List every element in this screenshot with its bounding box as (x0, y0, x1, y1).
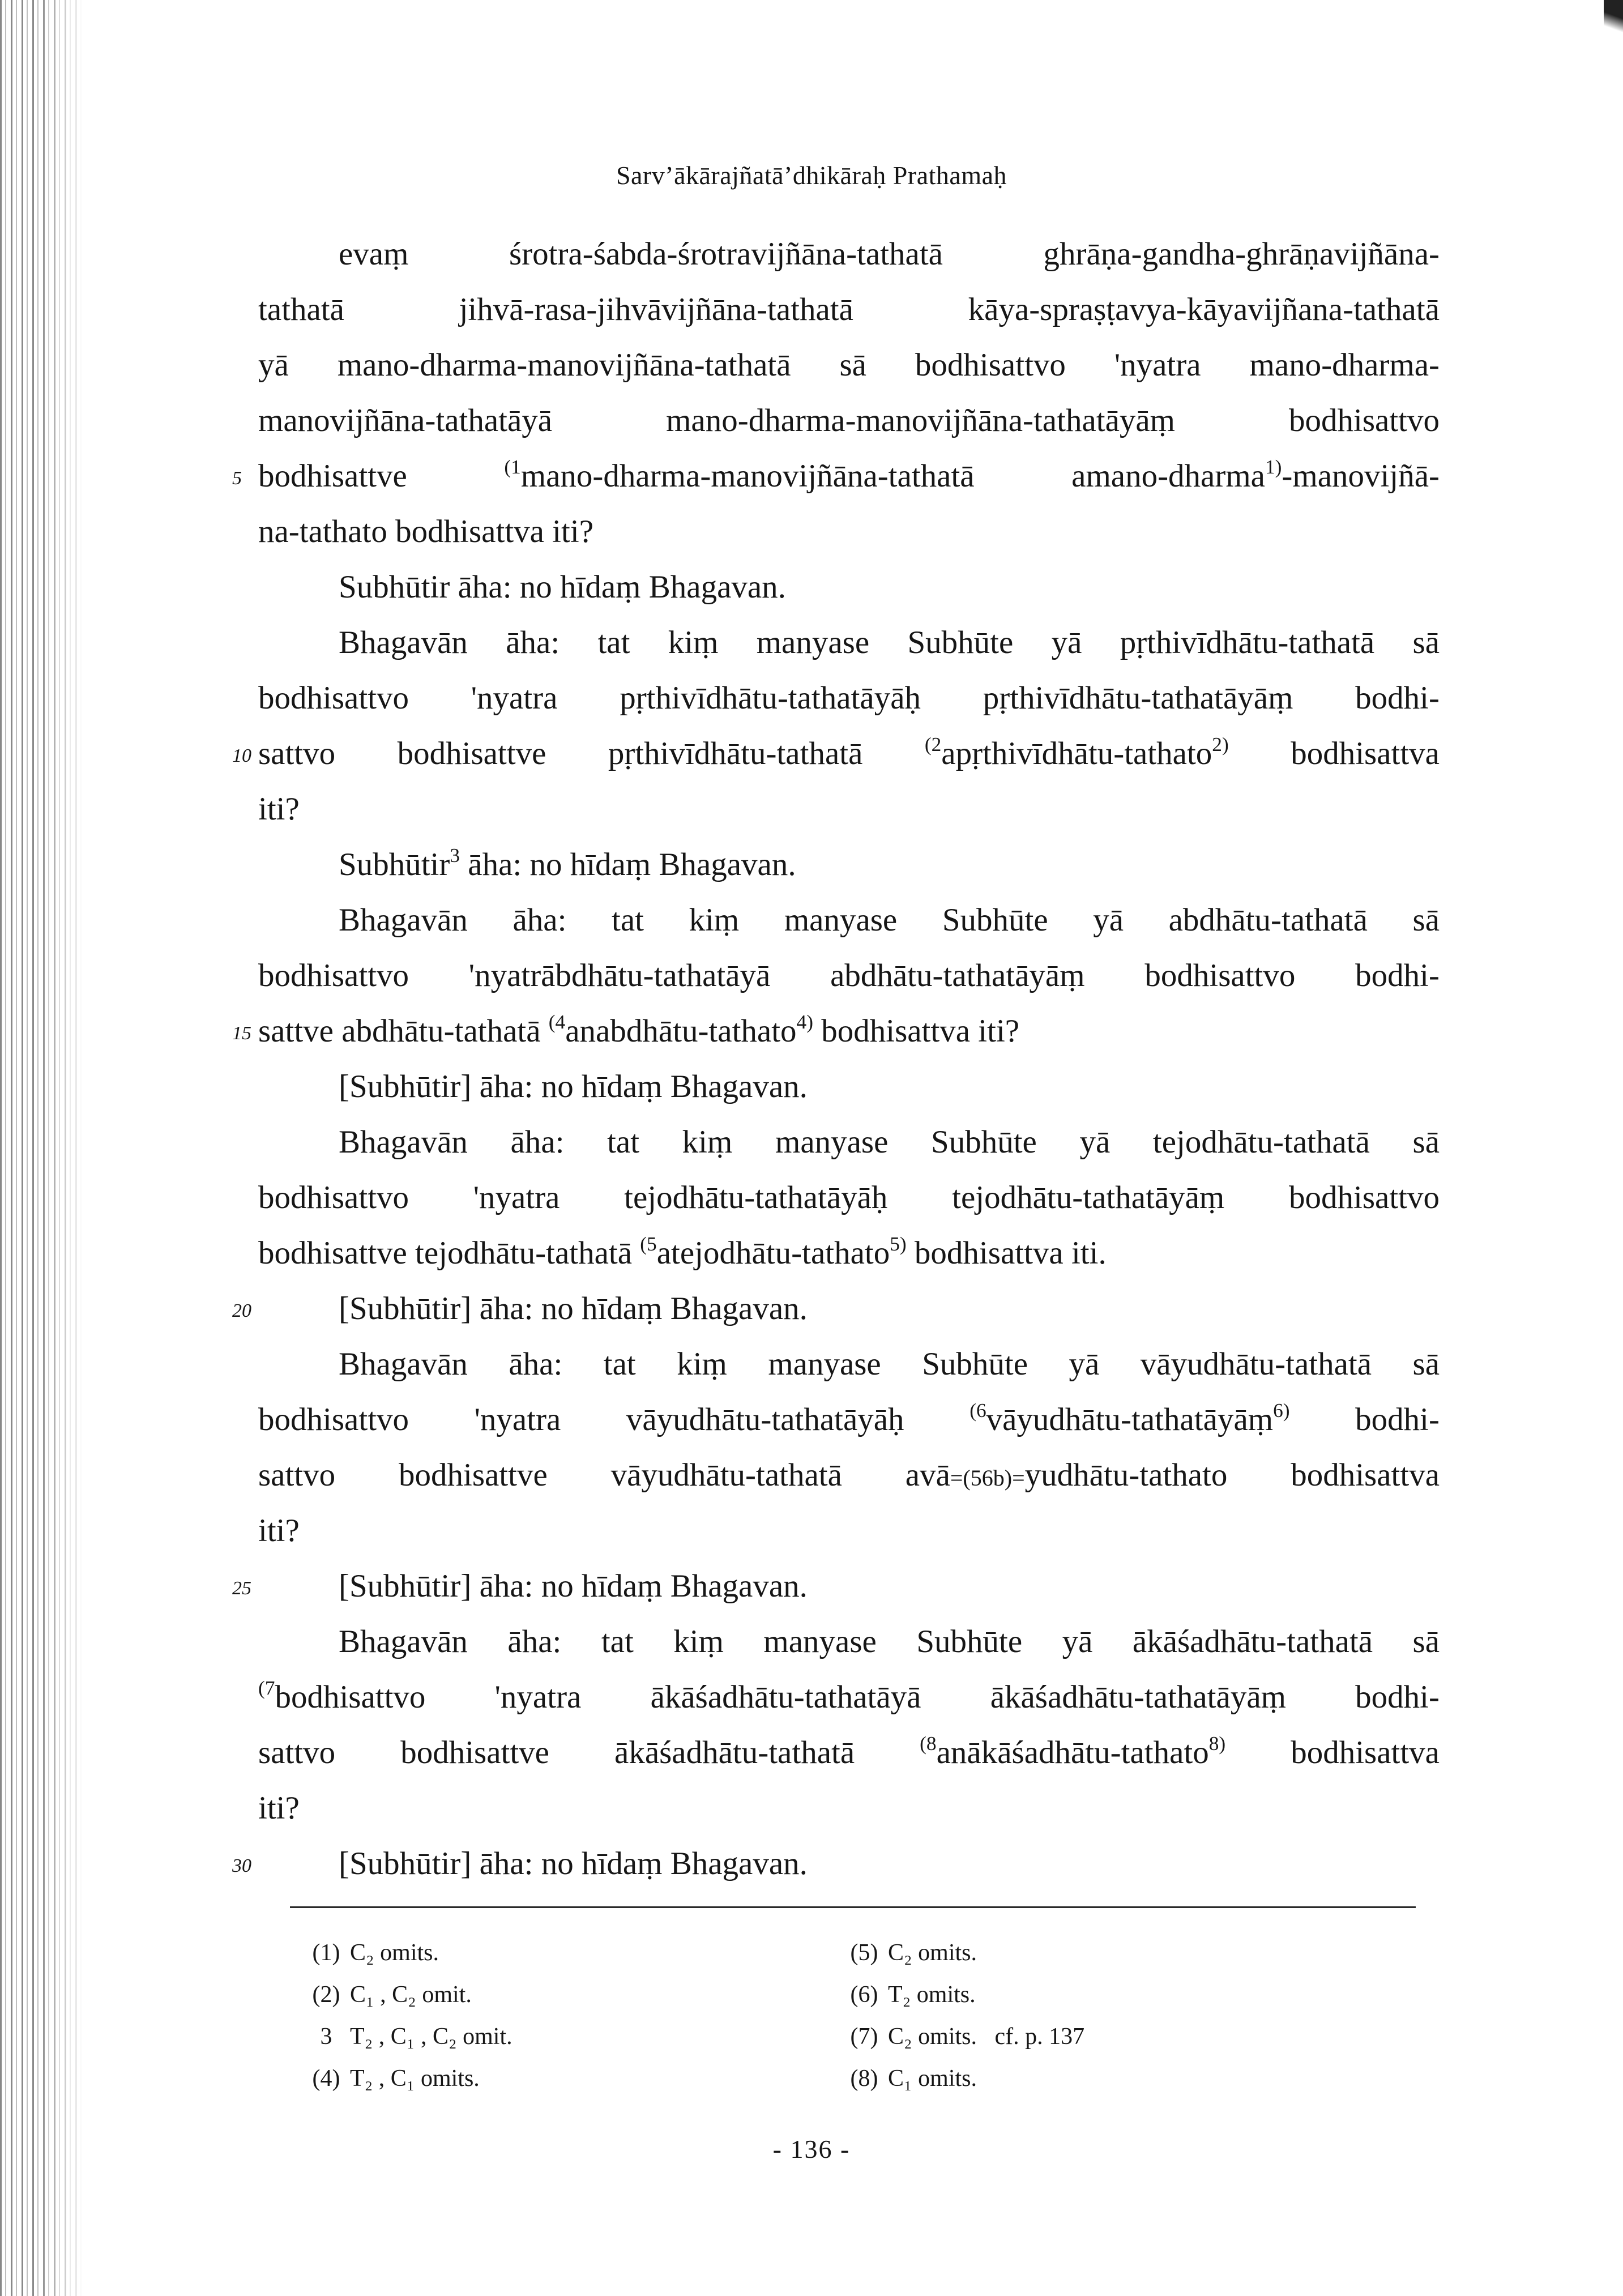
text-line (258, 1170, 1440, 1226)
text-line (258, 1614, 1440, 1670)
text-line (258, 393, 1440, 449)
line-text: bodhisattve tejodhātu-tathatā (258, 1235, 640, 1271)
line-text: āha: no hīdaṃ Bhagavan. (460, 847, 796, 882)
footnote-text: C₁ omits. (888, 2065, 977, 2092)
footnote-marker-close: 2) (1212, 733, 1229, 756)
line-text: yā mano-dharma-manovijñāna-tathatā sā bodhisattvo 'nyatra mano-dharma- (258, 347, 1440, 383)
line-text: Bhagavān āha: tat kiṃ manyase Subhūte yā tejodhātu-tathatā sā (339, 1124, 1440, 1160)
line-text: Bhagavān āha: tat kiṃ manyase Subhūte yā pṛthivīdhātu-tathatā sā (339, 625, 1440, 660)
footnote-number: (7) (850, 2024, 878, 2050)
scan-gutter (0, 0, 85, 2296)
line-number: 20 (232, 1300, 251, 1321)
footnote-marker-close: 1) (1265, 456, 1282, 479)
text-line (258, 338, 1440, 393)
line-text: bodhisattva iti. (906, 1235, 1107, 1271)
line-text: bodhisattvo 'nyatra pṛthivīdhātu-tathatāyāḥ pṛthivīdhātu-tathatāyāṃ bodhi- (258, 680, 1440, 716)
footnote-marker-close: 4) (796, 1011, 813, 1034)
footnote (840, 2062, 977, 2096)
line-text: tathatā jihvā-rasa-jihvāvijñāna-tathatā kāya-spraṣṭavya-kāyavijñana-tathatā (258, 292, 1440, 327)
footnote-text: C₂ omits. (350, 1940, 439, 1966)
footnote (302, 2062, 480, 2096)
footnote-text: C₂ omits. (888, 1940, 977, 1966)
footnote (840, 1978, 976, 2012)
footnote-number: (2) (312, 1982, 340, 2008)
line-text: iti? (258, 791, 300, 827)
line-text: Bhagavān āha: tat kiṃ manyase Subhūte yā ākāśadhātu-tathatā sā (339, 1624, 1440, 1659)
line-number: 10 (232, 745, 251, 766)
line-text: atejodhātu-tathato (656, 1235, 890, 1271)
line-number: 30 (232, 1855, 251, 1876)
text-line (232, 449, 1440, 504)
text-line (258, 1503, 1440, 1559)
text-line (232, 1281, 1440, 1337)
text-line (258, 1392, 1440, 1448)
line-text: bodhisattvo 'nyatra ākāśadhātu-tathatāyā ākāśadhātu-tathatāyāṃ bodhi- (275, 1679, 1440, 1715)
line-text: sattve abdhātu-tathatā (258, 1013, 549, 1049)
text-line (258, 782, 1440, 837)
line-text: -manovijñā- (1282, 458, 1440, 494)
footnote-number: (5) (850, 1940, 878, 1966)
text-line (258, 504, 1440, 560)
footnote-text: T₂ omits. (888, 1982, 976, 2008)
line-text: Subhūtir (339, 847, 450, 882)
footnote-marker-open: (2 (924, 733, 942, 756)
line-text: yudhātu-tathato bodhisattva (1024, 1457, 1440, 1493)
line-text: Bhagavān āha: tat kiṃ manyase Subhūte yā abdhātu-tathatā sā (339, 902, 1440, 938)
text-line (258, 893, 1440, 948)
line-text: Subhūtir āha: no hīdaṃ Bhagavan. (339, 569, 786, 605)
line-text: iti? (258, 1513, 300, 1548)
line-number: 5 (232, 468, 242, 489)
folio-marker: =(56b)= (950, 1465, 1025, 1491)
footnote-marker-close: 5) (890, 1233, 907, 1256)
line-text: manovijñāna-tathatāyā mano-dharma-manovijñāna-tathatāyāṃ bodhisattvo (258, 403, 1440, 438)
text-line (258, 1226, 1440, 1281)
scan-corner-mark (1604, 0, 1623, 40)
line-text: bodhisattva (1228, 736, 1440, 771)
line-text: evaṃ śrotra-śabda-śrotravijñāna-tathatā ghrāṇa-gandha-ghrāṇavijñāna- (339, 236, 1440, 272)
page-number: - 136 - (772, 2135, 851, 2163)
text-line (258, 227, 1440, 282)
text-line (258, 1115, 1440, 1170)
line-text: bodhisattvo 'nyatra tejodhātu-tathatāyāḥ tejodhātu-tathatāyāṃ bodhisattvo (258, 1180, 1440, 1215)
line-text: [Subhūtir] āha: no hīdaṃ Bhagavan. (339, 1069, 808, 1104)
text-line (258, 282, 1440, 338)
footnote-marker-open: (4 (548, 1011, 566, 1034)
line-number: 25 (232, 1578, 251, 1599)
text-line (232, 726, 1440, 782)
line-text: sattvo bodhisattve ākāśadhātu-tathatā (258, 1735, 920, 1770)
line-text: anākāśadhātu-tathato (936, 1735, 1209, 1770)
line-text: bodhisattve (258, 458, 505, 494)
line-text: vāyudhātu-tathatāyāṃ (986, 1402, 1274, 1437)
text-line (258, 1781, 1440, 1836)
footnote-marker-close: 3 (450, 844, 460, 867)
text-line (258, 671, 1440, 726)
footnote (302, 1978, 472, 2012)
footnote-marker-open: (5 (640, 1233, 657, 1256)
running-head: Sarv’ākārajñatā’dhikāraḥ Prathamaḥ (616, 161, 1007, 190)
line-text: bodhi- (1289, 1402, 1440, 1437)
main-text (232, 227, 1440, 1892)
line-text: [Subhūtir] āha: no hīdaṃ Bhagavan. (339, 1568, 808, 1604)
footnote (840, 1936, 977, 1970)
footnote-text: T₂ , C₁ , C₂ omit. (350, 2024, 512, 2050)
footnote-rule (290, 1906, 1416, 1908)
text-line (258, 1670, 1440, 1725)
text-line (232, 1836, 1440, 1892)
footnote-text: C₂ omits. cf. p. 137 (888, 2024, 1085, 2050)
line-text: [Subhūtir] āha: no hīdaṃ Bhagavan. (339, 1291, 808, 1326)
footnote-marker-open: (6 (969, 1399, 986, 1422)
footnote-number: (4) (312, 2065, 340, 2092)
line-text: bodhisattva (1225, 1735, 1440, 1770)
footnote-marker-open: (1 (504, 456, 521, 479)
line-text: [Subhūtir] āha: no hīdaṃ Bhagavan. (339, 1846, 808, 1881)
line-text: sattvo bodhisattve vāyudhātu-tathatā avā (258, 1457, 950, 1493)
footnote-text: C₁ , C₂ omit. (350, 1982, 472, 2008)
footnote (302, 2020, 512, 2054)
text-line (258, 837, 1440, 893)
line-text: na-tathato bodhisattva iti? (258, 514, 593, 549)
line-text: sattvo bodhisattve pṛthivīdhātu-tathatā (258, 736, 925, 771)
text-line (232, 1559, 1440, 1614)
footnote-number: (6) (850, 1982, 878, 2008)
footnote-marker-close: 6) (1273, 1399, 1290, 1422)
text-line (258, 1059, 1440, 1115)
line-text: bodhisattva iti? (813, 1013, 1020, 1049)
line-text: Bhagavān āha: tat kiṃ manyase Subhūte yā vāyudhātu-tathatā sā (339, 1346, 1440, 1382)
footnote-marker-close: 8) (1208, 1732, 1226, 1755)
footnote (840, 2020, 1084, 2054)
footnote-marker-open: (8 (920, 1732, 937, 1755)
footnote (302, 1936, 439, 1970)
footnote-number: 3 (320, 2024, 332, 2050)
text-line (258, 948, 1440, 1004)
footnote-number: (1) (312, 1940, 340, 1966)
text-line (258, 1725, 1440, 1781)
line-text: apṛthivīdhātu-tathato (941, 736, 1212, 771)
footnote-number: (8) (850, 2065, 878, 2092)
line-text: bodhisattvo 'nyatra vāyudhātu-tathatāyāḥ (258, 1402, 970, 1437)
line-number: 15 (232, 1023, 251, 1044)
text-line (258, 1337, 1440, 1392)
text-line (258, 560, 1440, 615)
line-text: bodhisattvo 'nyatrābdhātu-tathatāyā abdhātu-tathatāyāṃ bodhisattvo bodhi- (258, 958, 1440, 993)
footnote-marker-open: (7 (258, 1677, 275, 1700)
text-line (258, 1448, 1440, 1503)
text-line (232, 1004, 1440, 1059)
text-line (258, 615, 1440, 671)
line-text: iti? (258, 1790, 300, 1826)
footnote-text: T₂ , C₁ omits. (350, 2065, 480, 2092)
line-text: anabdhātu-tathato (565, 1013, 797, 1049)
line-text: mano-dharma-manovijñāna-tathatā amano-dharma (520, 458, 1265, 494)
